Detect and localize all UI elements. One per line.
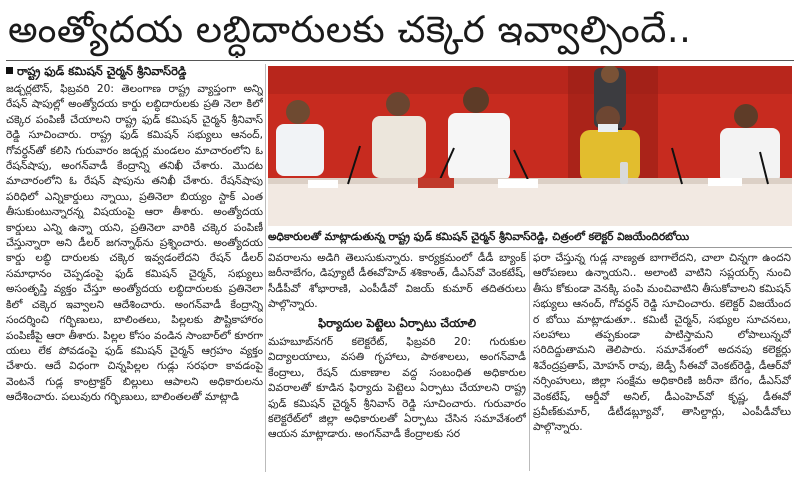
body-paragraph: ఫరా చేస్తున్న గుడ్ల నాణ్యత బాగాలేదని, చాలా చిన్నగా ఉందని ఆరోపణలు ఉన్నాయని.. అలాంటి వాటిని సప్లయర్స్ నుంచి తీసు కోకుండా వెనక్కి పంపి మంచివాటిని తీసుకోవాలని కమిషన్ సభ్యులు ఆనంద్, గోవర్ధన్ రెడ్డి సూచించారు. కలెక్టర్ విజయేంద ర బోయి మాట్లాడుతూ.. కమిటీ చైర్మన్, సభ్యుల సూచనలు, సలహాలు తప్పకుండా పాటిస్తామని లోపాలున్నచో సరిదిద్దుతామని తెలిపారు. సమావేశంలో అదనపు కలెక్టర్లు శివేంద్రప్రతాప్, మోహన్ రావు, జెడ్పీ సీఈవో వెంకట్‌రెడ్డి, డీఆర్‌వో నర్సింహులు, జిల్లా సంక్షేమ అధికారిణి జరీనా బేగం, డీఎస్‌వో వెంకటేష్, ఆర్డీవో అనిల్, డీఎంహెచ్‌వో కృష్ణ, డీఈవో ప్రవీణ్‌కుమార్, డీటీడబ్ల్యూవో, తాసిల్దార్లు, ఎంపీడీవోలు పాల్గొన్నారు.: [533, 252, 791, 434]
body-paragraph: వివరాలను అడిగి తెలుసుకున్నారు. కార్యక్రమంలో డీడీ బ్యాంక్ జరీనాబేగం, డిప్యూటీ డీఈవోహెచ్ శశికాంత్, డీఎస్‌వో వెంకటేష్, సీడీపీవో శోభారాణి, ఎంపీడీవో విజయ్ కుమార్ తదితరులు పాల్గొన్నారు.: [268, 252, 526, 311]
body-paragraph: మహబూబ్‌నగర్ కలెక్టరేట్, ఫిబ్రవరి 20: గురుకుల విద్యాలయాలు, వసతి గృహాలు, పాఠశాలలు, అంగన్‌వాడీ కేంద్రాలు, రేషన్ దుకాణాల వద్ద సంబంధిత అధికారుల వివరాలతో కూడిన ఫిర్యాదు పెట్టెలు ఏర్పాటు చేయాలని రాష్ట్ర ఫుడ్ కమిషన్ చైర్మన్ శ్రీనివాస్ రెడ్డి సూచించారు. గురువారం కలెక్టరేట్‌లో జిల్లా అధికారులతో ఏర్పాటు చేసిన సమావేశంలో ఆయన మాట్లాడారు. అంగన్‌వాడీ కేంద్రాలకు సర: [268, 336, 526, 441]
bullet-square-icon: [6, 67, 13, 74]
byline: [6, 64, 262, 80]
body-paragraph: జడ్చర్లటౌన్, ఫిబ్రవరి 20: తెలంగాణ రాష్ట్ర వ్యాప్తంగా అన్ని రేషన్ షాపుల్లో అంత్యోదయ కార్డు లబ్ధిదారులకు ప్రతి నెలా కిలో చక్కెర పంపిణీ చేయాలని రాష్ట్ర ఫుడ్ కమిషన్ చైర్మన్ శ్రీనివాస్ రెడ్డి సూచించారు. రాష్ట్ర ఫుడ్ కమిషన్ సభ్యులు ఆనంద్, గోవర్ధన్‌తో కలిసి గురువారం జడ్చర్ల మండలం మాచారంలోని ఓ రేషన్‌షాపు, అంగన్‌వాడీ కేంద్రాన్ని తనిఖీ చేశారు. మొదట మాచారంలోని ఓ రేషన్ షాపును తనిఖీ చేశారు. రేషన్‌షాపు పరిధిలో ఎన్నికార్డులు న్నాయి, ప్రతినెలా బియ్యం స్టాక్ ఎంత తీసుకుంటున్నారన్న విషయంపై ఆరా తీశారు. అంత్యోదయ కార్డులు ఎన్ని ఉన్నా యని, ప్రతినెలా వారికి చక్కెర పంపిణీ చేస్తున్నారా అని డీలర్ జగన్నాథ్‌ను ప్రశ్నించారు. అంత్యోదయ కార్డు లబ్ధి దారులకు చక్కెర ఇవ్వడంలేదని రేషన్ డీలర్ సమాధానం చెప్పడంపై ఫుడ్ కమిషన్ చైర్మన్, సభ్యులు అసంతృప్తి వ్యక్తం చేస్తూ అంత్యోదయ లబ్ధిదారులకు ప్రతినెలా కిలో చక్కెర ఇవ్వాలని ఆదేశించారు. అంగన్‌వాడీ కేంద్రాన్ని సందర్శించి గర్భిణులు, బాలింతలు, పిల్లలకు పౌష్టికాహారం పంపిణీపై ఆరా తీశారు. పిల్లల కోసం వండిన సాంబార్‌లో కూరగా యలు లేక పోవడంపై ఫుడ్ కమిషన్ చైర్మన్ ఆగ్రహం వ్యక్తం చేశారు. ఆదే విధంగా చిన్నపిల్లల గుడ్లు సరఫరా కావడంపై వెంటనే గుడ్ల కాంట్రాక్టర్ బిల్లులు ఆపాలని అధికారులను ఆదేశించారు. పలువురు గర్భిణులు, బాలింతలతో మాట్లాడి: [6, 83, 263, 404]
news-photo: [268, 66, 792, 226]
byline-text: రాష్ట్ర ఫుడ్ కమిషన్ చైర్మన్ శ్రీనివాస్‌రెడ్డి: [17, 64, 187, 78]
officials-meeting-photo: [268, 66, 792, 226]
headline: అంత్యోదయ లబ్ధిదారులకు చక్కెర ఇవ్వాల్సిందే..: [8, 8, 692, 51]
column-divider: [265, 64, 266, 472]
column-divider: [529, 251, 530, 471]
article-column-2: [268, 251, 526, 471]
article-column-3: [533, 251, 791, 471]
subheading: ఫిర్యాదుల పెట్టెలు ఏర్పాటు చేయాలి: [317, 315, 477, 330]
photo-caption: అధికారులతో మాట్లాడుతున్న రాష్ట్ర ఫుడ్ కమిషన్ చైర్మన్ శ్రీనివాస్‌రెడ్డి, చిత్రంలో కలెక్టర్ విజయేందిరబోయి: [268, 229, 792, 248]
article-column-1: [6, 82, 263, 474]
headline-rule: [6, 60, 794, 61]
